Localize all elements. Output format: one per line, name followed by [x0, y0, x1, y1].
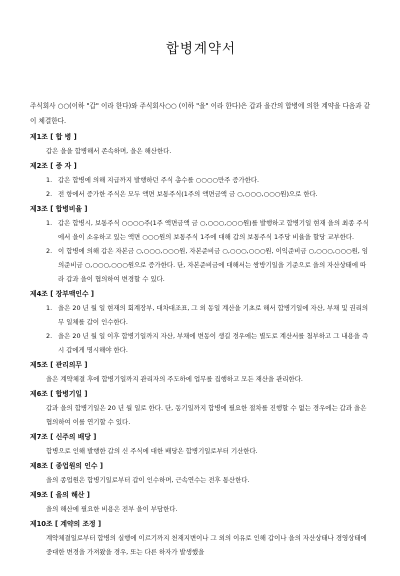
item-text: 을은 20 년 월 일 현재의 회계장부, 대차대조표, 그 외 동일 계산을 기초로 해서 합병기일에 자산, 부채 및 권리의무 일체를 갑이 인수한다.: [58, 304, 369, 326]
article-title: 제1조 [ 합 병 ]: [30, 133, 77, 141]
article-title: 제2조 [ 증 자 ]: [30, 162, 77, 170]
article-title: 제7조 [ 신주의 배당 ]: [30, 433, 97, 441]
article-4: [30, 288, 372, 357]
article-title: 제8조 [ 종업원의 인수 ]: [30, 462, 103, 470]
item-text: 을은 20 년 월 일 이후 합병기일까지 자산, 부채에 변동이 생길 경우에는 별도로 계산서를 첨부하고 그 내용을 즉시 갑에게 명시해야 한다.: [58, 332, 369, 354]
document-title: 합병계약서: [165, 41, 237, 57]
article-item-list: [30, 216, 372, 286]
article-paragraph: 을은 계약체결 후에 합병기일까지 관리자의 주도하에 업무를 집행하고 모든 재산을 관리한다.: [46, 375, 303, 383]
article-8: [30, 460, 372, 487]
article-title: 제9조 [ 을의 해산 ]: [30, 491, 90, 499]
article-7: [30, 431, 372, 458]
article-paragraph: 합병으로 인해 발행한 갑의 신 주식에 대한 배당은 합병기일로부터 기산한다.: [46, 447, 258, 455]
item-text: 갑은 합병에 의해 지급까지 발행하던 주식 총수를 ○○○○만주 증가한다.: [58, 176, 260, 184]
article-10: [30, 518, 372, 559]
article-3: [30, 203, 372, 286]
article-title: 제4조 [ 장부맥인수 ]: [30, 290, 95, 298]
item-text: 전 항에서 증가한 주식은 모두 액면 보통주식(1주의 액면금액 금 ○,○○○,○○○원)으로 한다.: [58, 190, 318, 198]
articles-container: [30, 131, 372, 559]
article-9: [30, 489, 372, 516]
article-title: 제10조 [ 계약의 조정 ]: [30, 520, 102, 528]
article-item: [30, 216, 372, 244]
article-6: [30, 388, 372, 429]
item-text: 이 합병에 의해 갑은 자본금 ○,○○○,○○○원, 자본준비금 ○,○○○,○○○원, 이익준비금 ○,○○○,○○○원, 임의준비금 ○,○○○,○○○원으로 증가한다. 단, 자본준비금에 대해서는 쌍방기일을 기준으로 을의 자산상태에 따라 갑과 을이 협의하여 변경할 수 있다.: [58, 247, 369, 283]
article-item: [30, 173, 372, 187]
intro-paragraph: 주식회사 ○○(이하 "갑" 이라 한다)와 주식회사○○ (이하 "을" 이라 한다)은 갑과 을간의 합병에 의한 계약을 다음과 같이 체결한다.: [30, 102, 371, 125]
article-title: 제3조 [ 합병비율 ]: [30, 205, 88, 213]
item-number: 1.: [46, 219, 53, 227]
article-paragraph: 계약체결일로부터 합병의 실행에 이르기까지 천재지변이나 그 외의 이유로 인해 갑이나 을의 자산상태나 경영상태에 중대한 변경을 가져왔을 경우, 또는 다른 하자가 발생했을: [46, 534, 367, 556]
article-item: [30, 187, 372, 201]
article-item: [30, 244, 372, 286]
item-number: 2.: [46, 190, 53, 198]
article-5: [30, 359, 372, 386]
article-2: [30, 160, 372, 201]
article-paragraph: 갑과 을의 합병기일은 20 년 월 일로 한다. 단, 동기일까지 합병에 필요한 절차를 진행할 수 없는 경우에는 갑과 을은 협의하여 이를 연기할 수 있다.: [46, 404, 367, 426]
article-item-list: [30, 173, 372, 201]
article-1: [30, 131, 372, 158]
article-title: 제5조 [ 관리의무 ]: [30, 361, 88, 369]
article-paragraph: 을의 해산에 필요한 비용은 전부 을이 부담한다.: [46, 505, 178, 513]
item-number: 2.: [46, 332, 53, 340]
item-number: 2.: [46, 247, 53, 255]
article-paragraph: 을의 종업원은 합병기일로부터 갑이 인수하며, 근속연수는 전후 통산한다.: [46, 476, 250, 484]
article-item: [30, 301, 372, 329]
item-number: 1.: [46, 304, 53, 312]
article-paragraph: 갑은 을을 합병해서 존속하며, 을은 해산한다.: [46, 147, 172, 155]
item-number: 1.: [46, 176, 53, 184]
article-item-list: [30, 301, 372, 357]
article-item: [30, 329, 372, 357]
article-title: 제6조 [ 합병기일 ]: [30, 390, 88, 398]
item-text: 갑은 합병시, 보통주식 ○○○○주(1주 액면금액 금 ○,○○○,○○○원)를 발행하고 합병기일 현재 을의 최종 주식에서 을이 소유하고 있는 액면 ○○○원의 보통주식 1주에 대해 갑의 보통주식 1주당 비율을 할당 교부한다.: [58, 219, 369, 241]
